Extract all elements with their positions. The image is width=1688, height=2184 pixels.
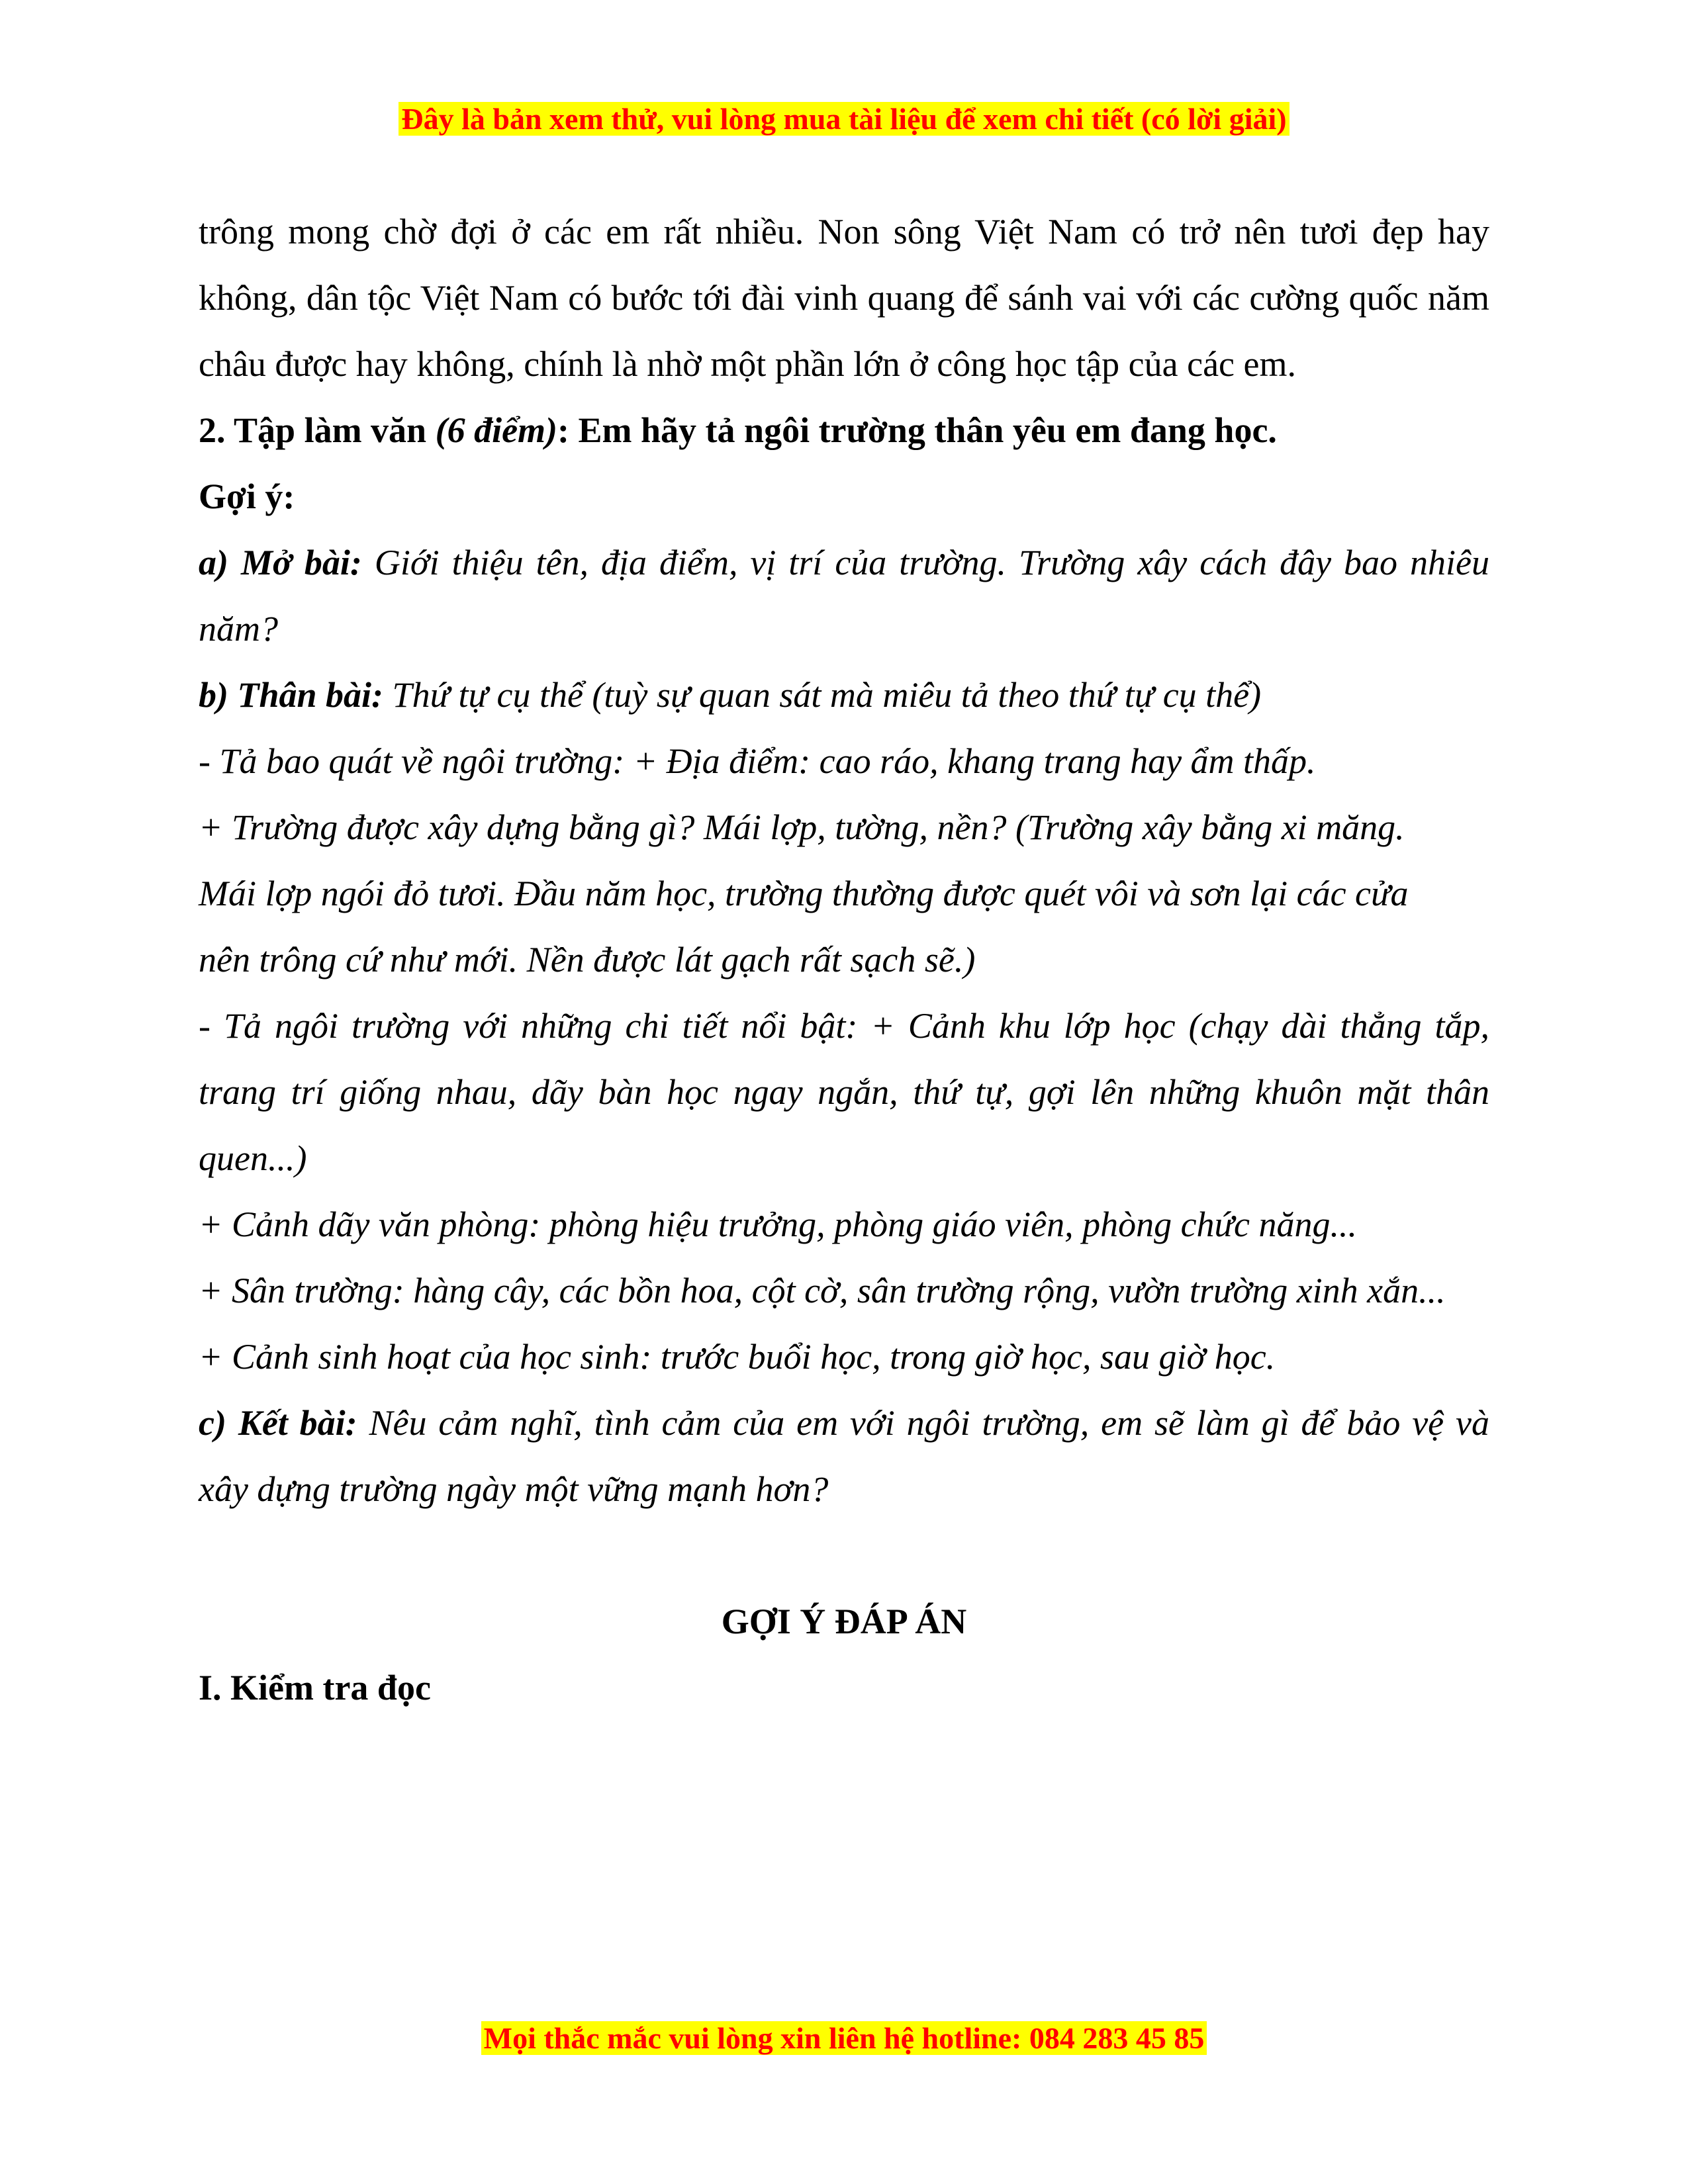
hint-b-line: + Sân trường: hàng cây, các bồn hoa, cột cờ, sân trường rộng, vườn trường xinh xắn... xyxy=(199,1271,1446,1310)
hint-b-line: - Tả ngôi trường với những chi tiết nổi bật: + Cảnh khu lớp học (chạy dài thẳng tắp, trang trí giống nhau, dãy bàn học ngay ngắn, thứ tự, gợi lên những khuôn mặt thân quen...) xyxy=(199,1006,1489,1178)
hint-b-line: Mái lợp ngói đỏ tươi. Đầu năm học, trường thường được quét vôi và sơn lại các cửa xyxy=(199,874,1409,913)
task-points: (6 điểm) xyxy=(435,410,558,450)
hint-b-text: Thứ tự cụ thể (tuỳ sự quan sát mà miêu tả theo thứ tự cụ thể) xyxy=(383,675,1262,715)
task-prompt: : Em hãy tả ngôi trường thân yêu em đang học. xyxy=(557,410,1277,450)
hotline-text: Mọi thắc mắc vui lòng xin liên hệ hotline: 084 283 45 85 xyxy=(481,2021,1207,2055)
section-1-heading: I. Kiểm tra đọc xyxy=(199,1668,431,1707)
hint-c xyxy=(199,1390,1489,1522)
hint-b-line: + Cảnh sinh hoạt của học sinh: trước buổi học, trong giờ học, sau giờ học. xyxy=(199,1337,1276,1377)
hint-c-label: c) Kết bài: xyxy=(199,1403,357,1443)
hint-b-line: nên trông cứ như mới. Nền được lát gạch rất sạch sẽ.) xyxy=(199,940,976,979)
hint-a-label: a) Mở bài: xyxy=(199,543,362,582)
hint-title: Gợi ý: xyxy=(199,477,295,516)
intro-paragraph: trông mong chờ đợi ở các em rất nhiều. Non sông Việt Nam có trở nên tươi đẹp hay không, dân tộc Việt Nam có bước tới đài vinh quang để sánh vai với các cường quốc năm châu được hay không, chính là nhờ một phần lớn ở công học tập của các em. xyxy=(199,212,1489,384)
task-heading xyxy=(199,397,1489,463)
document-body xyxy=(199,199,1489,1721)
preview-notice-banner xyxy=(0,99,1688,139)
hotline-banner xyxy=(0,2019,1688,2058)
hint-b-line: + Cảnh dãy văn phòng: phòng hiệu trưởng, phòng giáo viên, phòng chức năng... xyxy=(199,1205,1357,1244)
hint-b-line: - Tả bao quát về ngôi trường: + Địa điểm: cao ráo, khang trang hay ẩm thấp. xyxy=(199,741,1316,781)
preview-notice-text: Đây là bản xem thử, vui lòng mua tài liệu để xem chi tiết (có lời giải) xyxy=(399,102,1289,136)
answer-title: GỢI Ý ĐÁP ÁN xyxy=(721,1602,967,1641)
hint-a-text: Giới thiệu tên, địa điểm, vị trí của trường. Trường xây cách đây bao nhiêu năm? xyxy=(199,543,1489,649)
task-label: 2. Tập làm văn xyxy=(199,410,436,450)
hint-b xyxy=(199,662,1489,728)
hint-b-label: b) Thân bài: xyxy=(199,675,384,715)
hint-b-line: + Trường được xây dựng bằng gì? Mái lợp, tường, nền? (Trường xây bằng xi măng. xyxy=(199,807,1405,847)
section-spacer xyxy=(199,1522,1489,1588)
hint-a xyxy=(199,529,1489,662)
hint-c-text: Nêu cảm nghĩ, tình cảm của em với ngôi trường, em sẽ làm gì để bảo vệ và xây dựng trường ngày một vững mạnh hơn? xyxy=(199,1403,1489,1509)
